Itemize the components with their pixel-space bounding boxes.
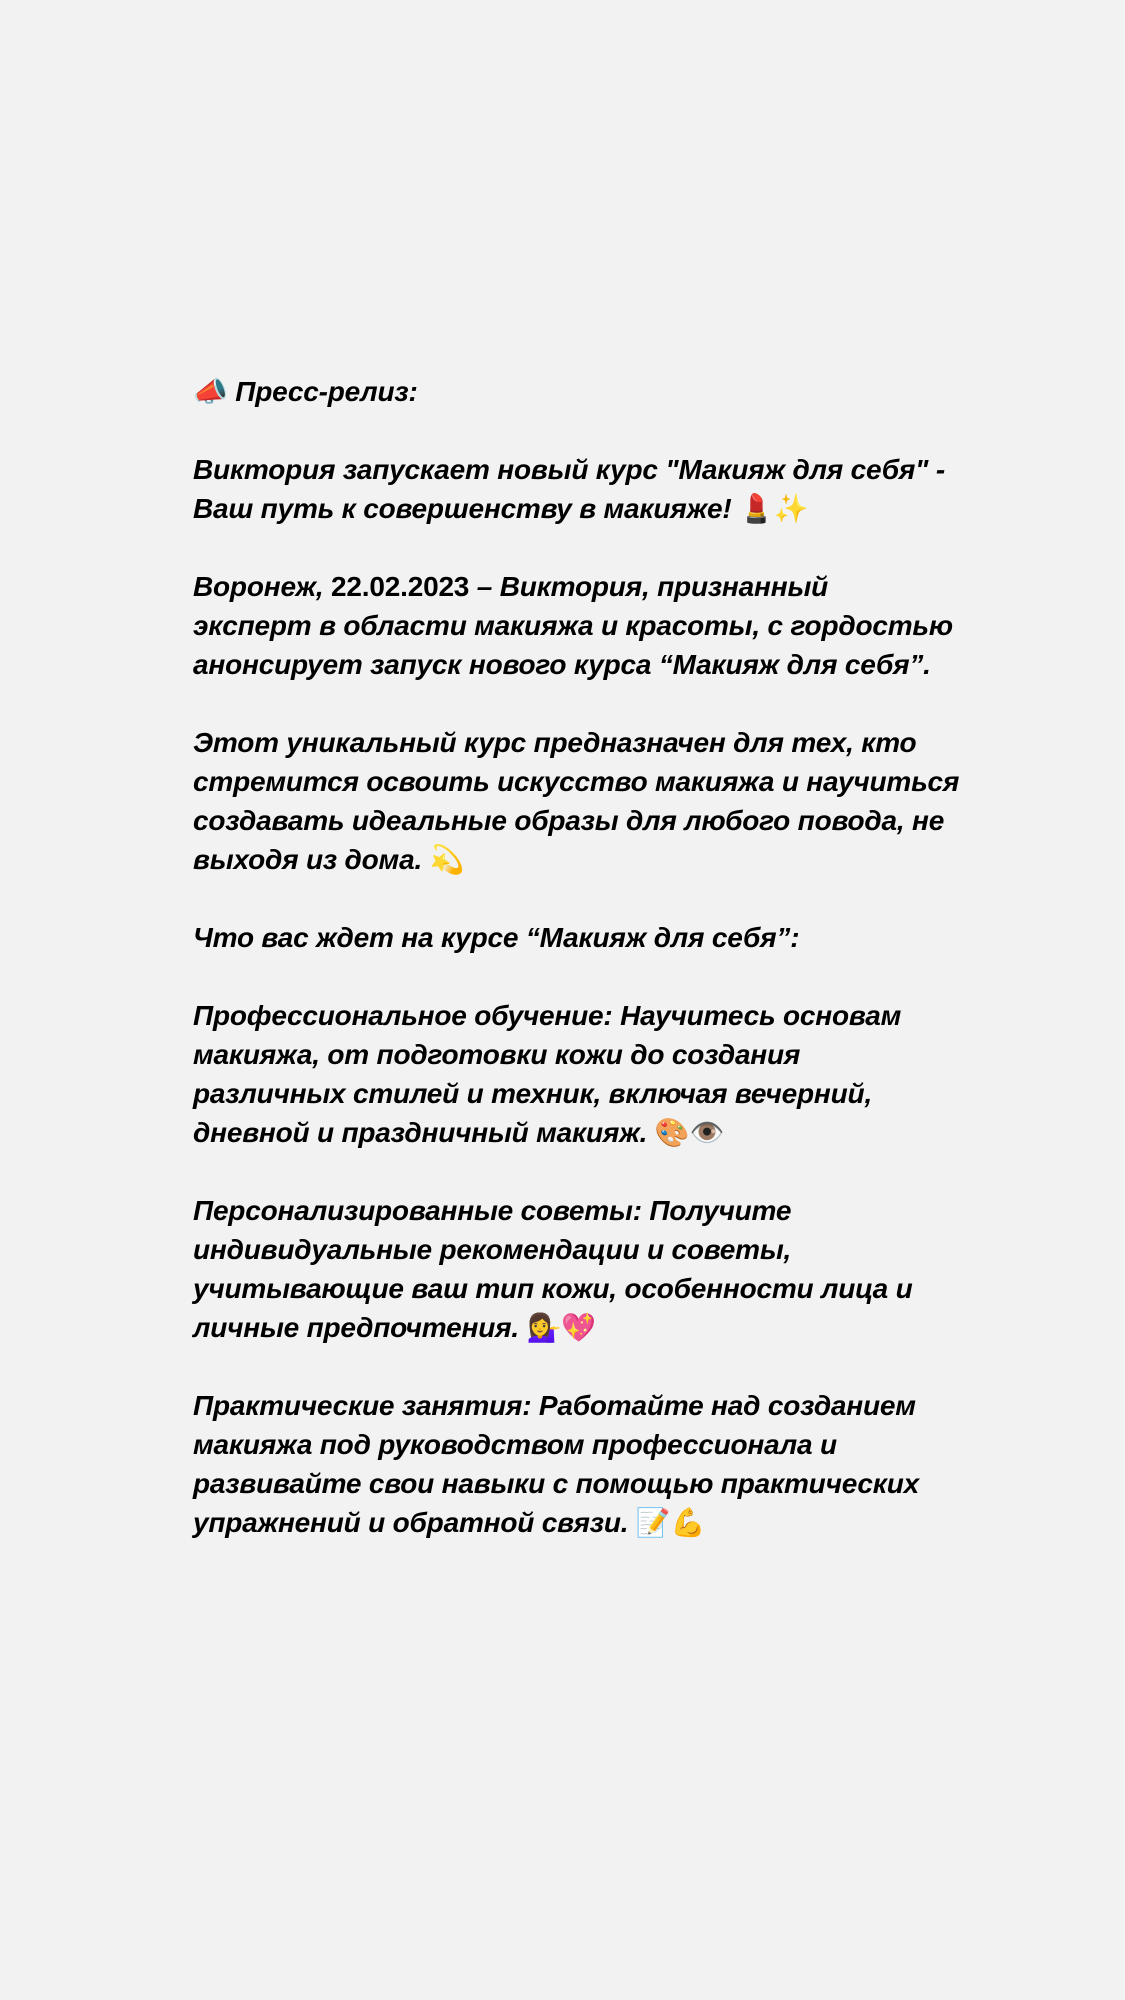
feature-text: Персонализированные советы: Получите индивидуальные рекомендации и советы, учитывающие ваш тип кожи, особенности лица и личные предпочтения. bbox=[193, 1195, 913, 1343]
description-paragraph bbox=[193, 723, 993, 879]
intro-text: – Виктория, признанный эксперт в области макияжа и красоты, с гордостью анонсирует запуск нового курса “Макияж для себя”. bbox=[193, 571, 953, 680]
title-text: Пресс-релиз: bbox=[235, 376, 418, 407]
feature-personalized-advice bbox=[193, 1191, 993, 1347]
feature-text: Практические занятия: Работайте над созданием макияжа под руководством профессионала и развивайте свои навыки с помощью практических упражнений и обратной связи. bbox=[193, 1390, 920, 1538]
section-heading-text: Что вас ждет на курсе “Макияж для себя”: bbox=[193, 922, 800, 953]
dizzy-icon: 💫 bbox=[429, 844, 465, 875]
person-tipping-hand-heart-icon: 💁‍♀️💖 bbox=[526, 1312, 596, 1343]
palette-eye-icon: 🎨👁️ bbox=[654, 1117, 725, 1148]
headline-text: Виктория запускает новый курс "Макияж для себя" - Ваш путь к совершенству в макияже! bbox=[193, 454, 945, 524]
release-date: 22.02.2023 bbox=[331, 571, 470, 602]
press-release bbox=[193, 372, 993, 1581]
city: Воронеж, bbox=[193, 571, 324, 602]
memo-flexed-biceps-icon: 📝💪 bbox=[635, 1507, 706, 1538]
headline bbox=[193, 450, 993, 528]
intro-paragraph bbox=[193, 567, 993, 684]
press-release-title bbox=[193, 372, 993, 411]
megaphone-icon: 📣 bbox=[193, 376, 228, 407]
feature-professional-training bbox=[193, 996, 993, 1152]
description-text: Этот уникальный курс предназначен для тех, кто стремится освоить искусство макияжа и научиться создавать идеальные образы для любого повода, не выходя из дома. bbox=[193, 727, 960, 875]
feature-practical-lessons bbox=[193, 1386, 993, 1542]
lipstick-sparkles-icon: 💄✨ bbox=[739, 493, 809, 524]
section-heading bbox=[193, 918, 993, 957]
feature-text: Профессиональное обучение: Научитесь основам макияжа, от подготовки кожи до создания различных стилей и техник, включая вечерний, дневной и праздничный макияж. bbox=[193, 1000, 902, 1148]
